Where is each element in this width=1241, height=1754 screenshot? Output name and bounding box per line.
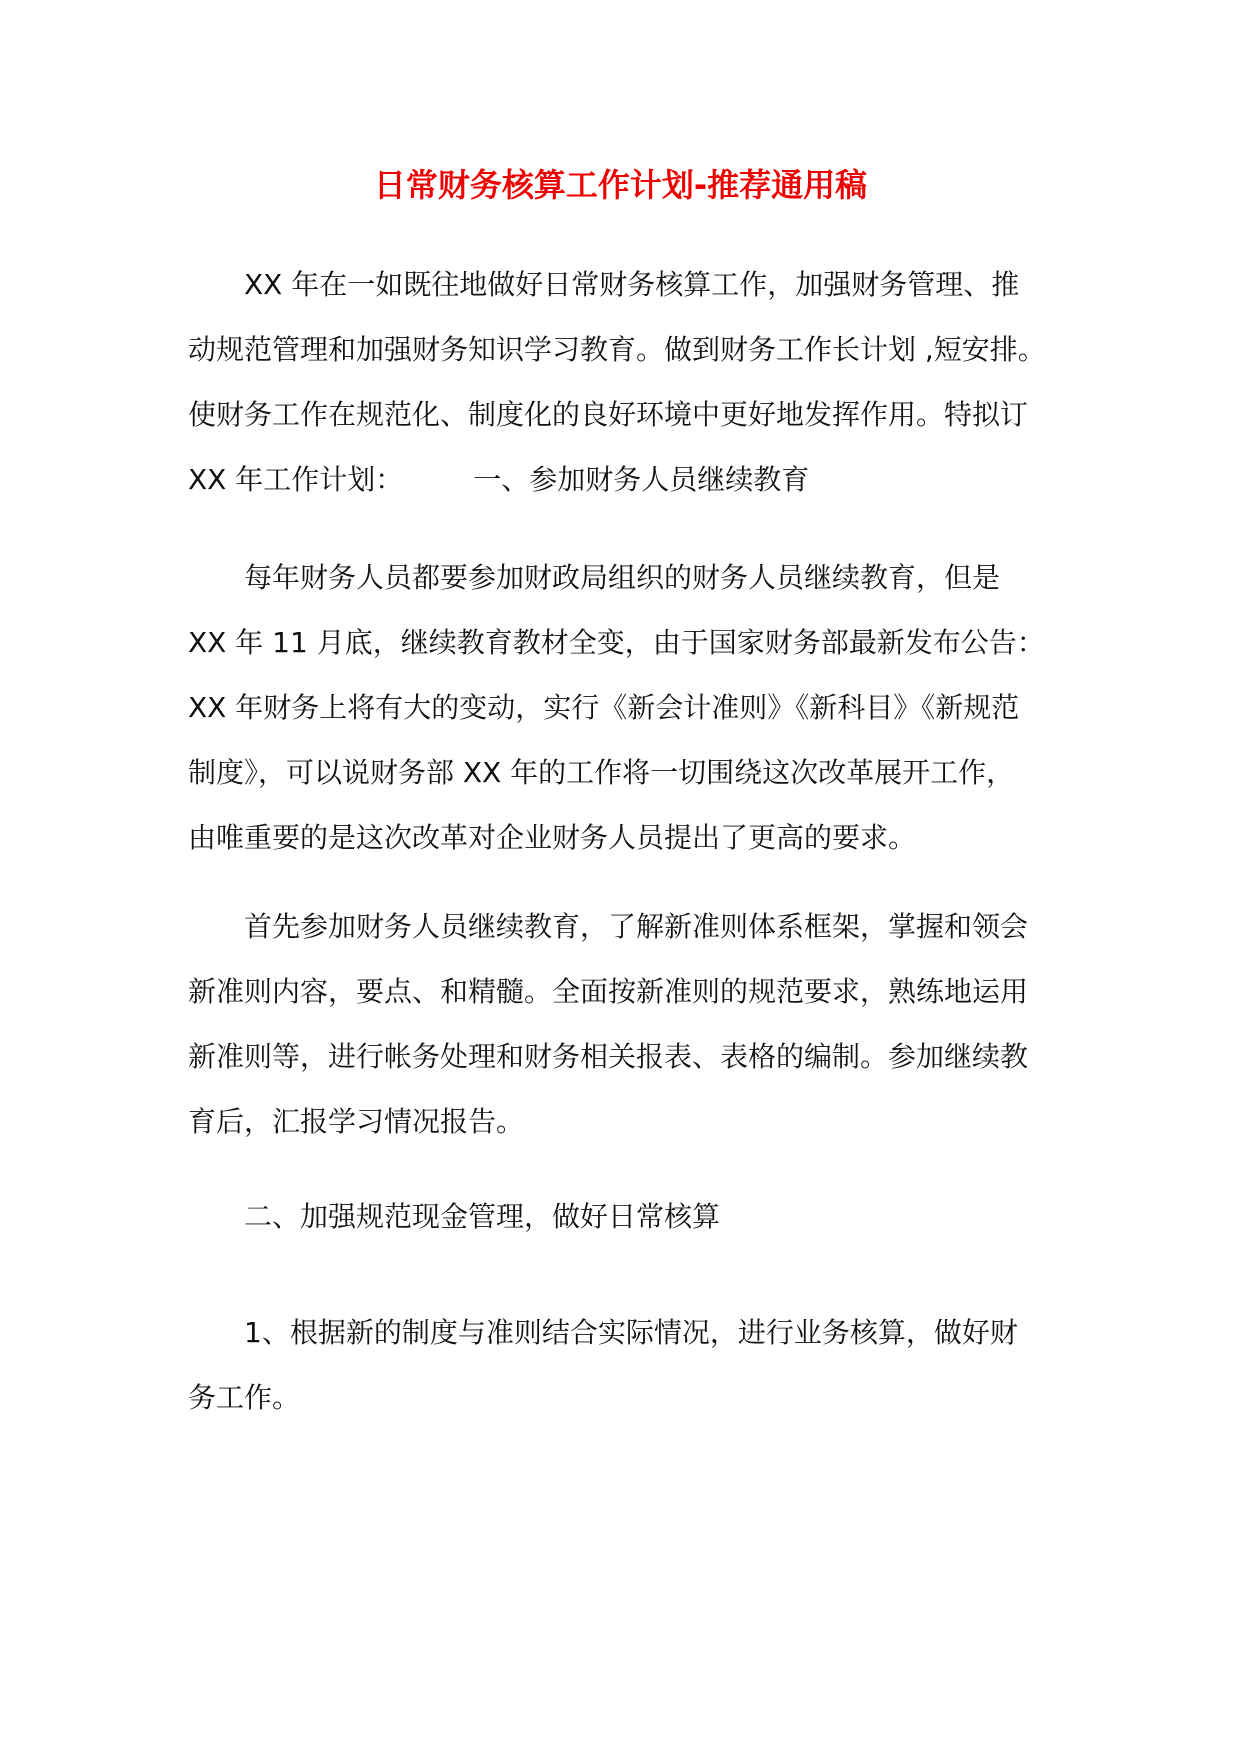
paragraph-line: 新准则等，进行帐务处理和财务相关报表、表格的编制。参加继续教 (188, 1040, 1029, 1073)
paragraph-line: 育后，汇报学习情况报告。 (188, 1105, 525, 1138)
paragraph-line: XX 年财务上将有大的变动，实行《新会计准则》《新科目》《新规范 (188, 691, 1020, 724)
document-title: 日常财务核算工作计划-推荐通用稿 (373, 166, 868, 204)
paragraph-line: XX 年 11 月底，继续教育教材全变，由于国家财务部最新发布公告： (188, 626, 1045, 659)
paragraph-line: 使财务工作在规范化、制度化的良好环境中更好地发挥作用。特拟订 (188, 398, 1029, 431)
paragraph-2 (188, 545, 1068, 870)
paragraph-line: 动规范管理和加强财务知识学习教育。做到财务工作长计划 ,短安排。 (188, 333, 1046, 366)
paragraph-5 (188, 1300, 1068, 1430)
paragraph-line: 每年财务人员都要参加财政局组织的财务人员继续教育，但是 (244, 561, 1001, 594)
paragraph-line: 由唯重要的是这次改革对企业财务人员提出了更高的要求。 (188, 821, 917, 854)
section-heading (188, 1184, 1068, 1249)
paragraph-line: 首先参加财务人员继续教育，了解新准则体系框架，掌握和领会 (244, 910, 1029, 943)
paragraph-line: XX 年工作计划： 一、参加财务人员继续教育 (188, 463, 810, 496)
paragraph-line: XX 年在一如既往地做好日常财务核算工作，加强财务管理、推 (244, 268, 1020, 301)
paragraph-line: 务工作。 (188, 1381, 301, 1414)
paragraph-line: 新准则内容，要点、和精髓。全面按新准则的规范要求，熟练地运用 (188, 975, 1029, 1008)
paragraph-3 (188, 894, 1068, 1154)
paragraph-line: 1、根据新的制度与准则结合实际情况，进行业务核算，做好财 (244, 1316, 1018, 1349)
paragraph-line: 制度》，可以说财务部 XX 年的工作将一切围绕这次改革展开工作， (188, 756, 1015, 789)
paragraph-1 (188, 252, 1068, 512)
paragraph-line: 二、加强规范现金管理，做好日常核算 (244, 1200, 721, 1233)
